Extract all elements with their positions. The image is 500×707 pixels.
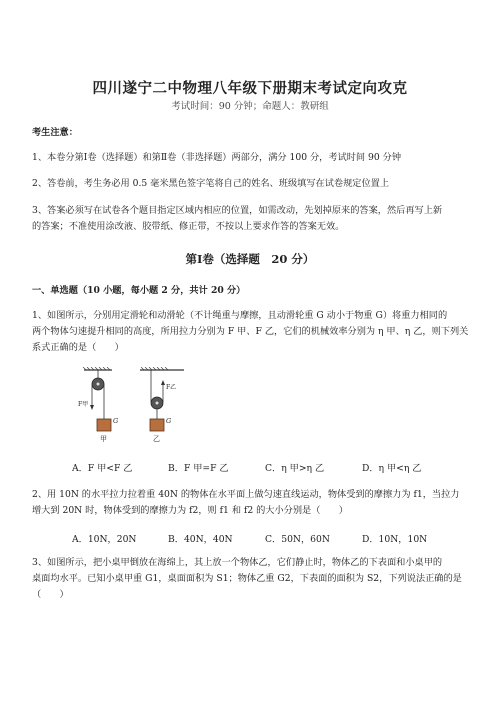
exam-meta: 考试时间：90 分钟；命题人：教研组 [171,101,329,112]
q1-option-a[interactable]: A．F 甲<F 乙 [72,463,133,474]
fixed-pulley [83,367,112,431]
q2-option-b[interactable]: B．40N，40N [168,534,233,545]
q3-line3: （ ） [32,589,69,600]
q3-line1: 3、如图所示，把小桌甲倒放在海绵上，其上放一个物体乙，它们静止时，物体乙的下表面和小桌甲的 [32,557,443,568]
pulley-figure [72,367,192,445]
q2-line2: 增大到 20N 时，物体受到的摩擦力为 f2，则 f1 和 f2 的大小分别是（ ） [32,505,348,516]
q2-line1: 2、用 10N 的水平拉力拉着重 40N 的物体在水平面上做匀速直线运动，物体受到的摩擦力为 f1，当拉力 [32,489,460,500]
notice-item-2: 2、答卷前，考生务必用 0.5 毫米黑色签字笔将自己的姓名、班级填写在试卷规定位置上 [32,178,390,189]
section-title: 第Ⅰ卷（选择题 20 分） [185,252,315,266]
f-left-label: F甲 [78,401,89,408]
notice-item-3-line2: 的答案；不准使用涂改液、胶带纸、修正带，不按以上要求作答的答案无效。 [32,221,345,232]
notice-item-3-line1: 3、答案必须写在试卷各个题目指定区域内相应的位置，如需改动，先划掉原来的答案，然后再写上新 [32,205,443,216]
q1-option-b[interactable]: B．F 甲=F 乙 [168,463,229,474]
pulley-diagram [72,367,192,445]
f-right-label: F乙 [166,384,177,391]
g-left-label: G [113,417,119,425]
part-heading: 一、单选题（10 小题，每小题 2 分，共计 20 分） [32,285,246,296]
fig-label-right: 乙 [153,435,160,443]
q1-option-d[interactable]: D．η 甲<η 乙 [362,463,422,474]
q2-option-d[interactable]: D．10N，10N [362,534,428,545]
notice-item-1: 1、本卷分第Ⅰ卷（选择题）和第Ⅱ卷（非选择题）两部分，满分 100 分，考试时间 90 分钟 [32,152,402,163]
fig-label-left: 甲 [100,435,107,443]
q2-option-c[interactable]: C．50N，60N [265,534,330,545]
page-title: 四川遂宁二中物理八年级下册期末考试定向攻克 [92,80,408,97]
notice-heading: 考生注意： [32,127,78,138]
q1-line2: 两个物体匀速提升相同的高度，所用拉力分别为 F 甲、F 乙，它们的机械效率分别为 η 甲、η 乙，则下列关 [32,326,469,337]
movable-pulley [140,367,184,431]
q1-option-c[interactable]: C．η 甲>η 乙 [265,463,325,474]
q2-option-a[interactable]: A．10N，20N [72,534,137,545]
g-right-label: G [166,417,172,425]
q3-line2: 桌面均水平。已知小桌甲重 G1，桌面面积为 S1；物体乙重 G2，下表面的面积为 S2，下列说法正确的是 [32,573,462,584]
q1-line3: 系式正确的是（ ） [32,342,124,353]
q1-line1: 1、如图所示，分别用定滑轮和动滑轮（不计绳重与摩擦，且动滑轮重 G 动小于物重 G）将重力相同的 [32,310,448,321]
